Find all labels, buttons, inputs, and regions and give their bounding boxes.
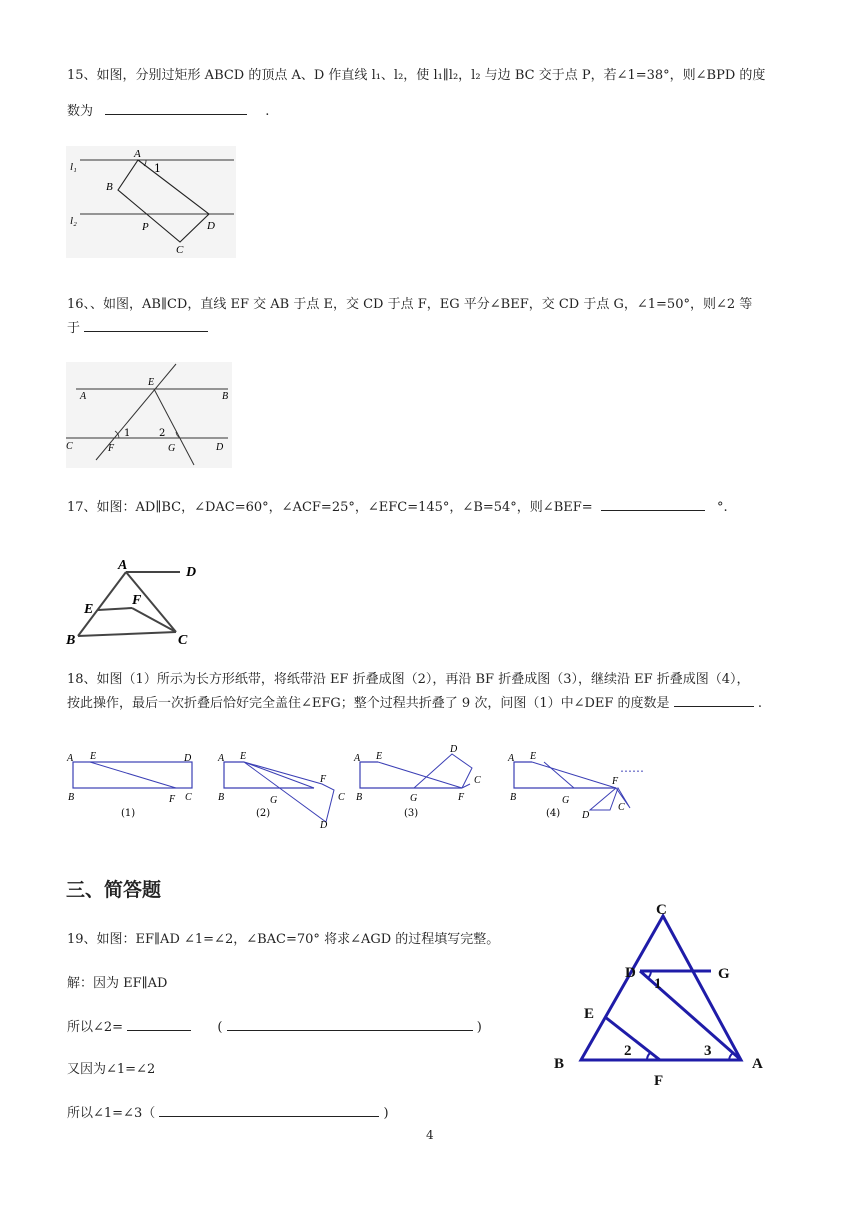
q18-text-line1: 18、如图（1）所示为长方形纸带，将纸带沿 EF 折叠成图（2），再沿 BF 折叠成图（3），继续沿 EF 折叠成图（4）， xyxy=(67,672,750,687)
q16-figure xyxy=(66,362,232,468)
q18-f2-label-a: A xyxy=(218,753,225,764)
q16-label-g: G xyxy=(168,443,176,454)
q18-prefix: 按此操作，最后一次折叠后恰好完全盖住∠EFG；整个过程共折叠了 9 次，问图（1）中∠DEF 的度数是 xyxy=(67,696,670,711)
q16-label-b: B xyxy=(222,391,229,402)
q18-fig3 xyxy=(353,744,481,819)
q16-prefix: 于 xyxy=(67,321,81,336)
q18-f3-label-d: D xyxy=(450,744,458,755)
q18-f3-label-g: G xyxy=(410,793,418,804)
q15-answer-blank[interactable] xyxy=(105,100,247,115)
q18-fig2 xyxy=(217,751,345,831)
q19-label-c: C xyxy=(656,902,667,918)
q18-caption-2: (2) xyxy=(256,808,271,819)
q19-step1-answer-blank[interactable] xyxy=(127,1016,191,1031)
q19-step1 xyxy=(67,1016,482,1038)
q19-label-d: D xyxy=(625,965,636,981)
q17-figure xyxy=(62,556,208,648)
section-heading: 三、简答题 xyxy=(66,879,162,901)
q15-label-p: P xyxy=(142,221,149,233)
q18-text-line2 xyxy=(67,692,762,714)
q17-label-e: E xyxy=(84,602,94,617)
q19-step1-prefix: 所以∠2= xyxy=(67,1020,124,1035)
q18-f4-label-g: G xyxy=(562,795,570,806)
q18-caption-1: (1) xyxy=(121,808,136,819)
q17-label-b: B xyxy=(66,633,76,648)
q19-solve-line: 解：因为 EF∥AD xyxy=(67,976,168,991)
q18-f3-label-c: C xyxy=(474,775,481,786)
q15-label-d: D xyxy=(207,220,215,232)
q18-f1-label-c: C xyxy=(185,792,192,803)
q18-fig1 xyxy=(66,751,192,819)
q17-label-f: F xyxy=(132,593,142,608)
q17-label-d: D xyxy=(186,565,197,580)
q18-f1-label-f: F xyxy=(169,794,176,805)
q18-f4-label-f: F xyxy=(612,776,619,787)
q18-f2-label-g: G xyxy=(270,795,278,806)
q18-f2-label-f: F xyxy=(320,774,327,785)
q15-suffix: . xyxy=(265,104,270,119)
q17-text-line1 xyxy=(67,496,728,518)
q15-label-l1: l₁ xyxy=(70,161,77,173)
q16-text-line1: 16、、如图，AB∥CD，直线 EF 交 AB 于点 E，交 CD 于点 F，EG 平分∠BEF，交 CD 于点 G，∠1=50°，则∠2 等 xyxy=(67,297,753,312)
q18-suffix: . xyxy=(757,696,762,711)
q16-label-a: A xyxy=(80,391,87,402)
q17-prefix: 17、如图：AD∥BC，∠DAC=60°，∠ACF=25°，∠EFC=145°，∠B=54°，则∠BEF= xyxy=(67,500,593,515)
q19-label-f: F xyxy=(654,1073,664,1088)
q18-f3-label-e: E xyxy=(376,751,383,762)
q16-label-e: E xyxy=(148,377,155,388)
q17-label-c: C xyxy=(178,633,188,648)
q18-f1-label-e: E xyxy=(90,751,97,762)
q18-f1-label-d: D xyxy=(184,753,192,764)
q15-label-a: A xyxy=(134,148,141,160)
q18-f4-label-c: C xyxy=(618,802,625,813)
q15-label-b: B xyxy=(106,181,113,193)
q16-label-c: C xyxy=(66,441,73,452)
q19-step3-reason-blank[interactable] xyxy=(159,1102,379,1117)
q18-f4-label-a: A xyxy=(508,753,515,764)
q17-answer-blank[interactable] xyxy=(601,496,705,511)
page-number: 4 xyxy=(426,1128,434,1142)
q19-step1-paren-open: ( xyxy=(217,1020,223,1035)
q18-f4-label-b: B xyxy=(510,792,517,803)
q18-f3-label-f: F xyxy=(458,792,465,803)
q19-label-g: G xyxy=(718,966,730,982)
q15-label-c: C xyxy=(176,244,184,256)
q19-figure xyxy=(548,900,778,1088)
q19-label-3: 3 xyxy=(704,1043,712,1059)
q19-label-e: E xyxy=(584,1006,595,1022)
q16-label-f: F xyxy=(108,443,115,454)
q19-label-b: B xyxy=(554,1056,565,1072)
q17-suffix: °. xyxy=(716,500,728,515)
q19-step1-paren-close: ) xyxy=(476,1020,482,1035)
q16-label-2: 2 xyxy=(159,428,166,439)
q18-caption-4: (4) xyxy=(546,808,561,819)
q19-text-line1: 19、如图：EF∥AD ∠1=∠2，∠BAC=70° 将求∠AGD 的过程填写完整。 xyxy=(67,932,500,947)
q18-fig4 xyxy=(507,751,644,821)
q16-label-1: 1 xyxy=(124,428,131,439)
q18-figure xyxy=(64,740,674,832)
q18-f2-label-e: E xyxy=(240,751,247,762)
q18-f1-label-a: A xyxy=(67,753,74,764)
q17-label-a: A xyxy=(118,558,128,573)
q18-f1-label-b: B xyxy=(68,792,75,803)
q19-step3-prefix: 所以∠1=∠3（ xyxy=(67,1106,156,1121)
q19-label-a: A xyxy=(752,1056,763,1072)
q19-label-1: 1 xyxy=(654,976,662,992)
q15-prefix: 数为 xyxy=(67,104,94,119)
q15-label-l2: l₂ xyxy=(70,215,77,227)
q15-text-line1: 15、如图，分别过矩形 ABCD 的顶点 A、D 作直线 l₁、l₂，使 l₁∥l₂，l₂ 与边 BC 交于点 P，若∠1=38°，则∠BPD 的度 xyxy=(67,68,766,83)
q18-f2-label-b: B xyxy=(218,792,225,803)
q19-step1-reason-blank[interactable] xyxy=(227,1016,473,1031)
q18-continuation-dots: …… xyxy=(620,761,644,775)
q18-f3-label-b: B xyxy=(356,792,363,803)
q18-f2-label-d: D xyxy=(320,820,328,831)
q19-label-2: 2 xyxy=(624,1043,632,1059)
q19-step3-paren-close: ) xyxy=(383,1106,389,1121)
q15-figure xyxy=(66,146,236,258)
q16-text-line2 xyxy=(67,317,208,339)
q19-step3 xyxy=(67,1102,389,1124)
q18-f4-label-e: E xyxy=(530,751,537,762)
q15-label-1: 1 xyxy=(154,162,161,175)
q18-f2-label-c: C xyxy=(338,792,345,803)
q19-step2: 又因为∠1=∠2 xyxy=(67,1062,156,1077)
q18-answer-blank[interactable] xyxy=(674,692,754,707)
q18-f4-label-d: D xyxy=(582,810,590,821)
q18-caption-3: (3) xyxy=(404,808,419,819)
q15-text-line2 xyxy=(67,100,269,122)
q16-label-d: D xyxy=(216,442,224,453)
q16-answer-blank[interactable] xyxy=(84,317,208,332)
q18-f3-label-a: A xyxy=(354,753,361,764)
